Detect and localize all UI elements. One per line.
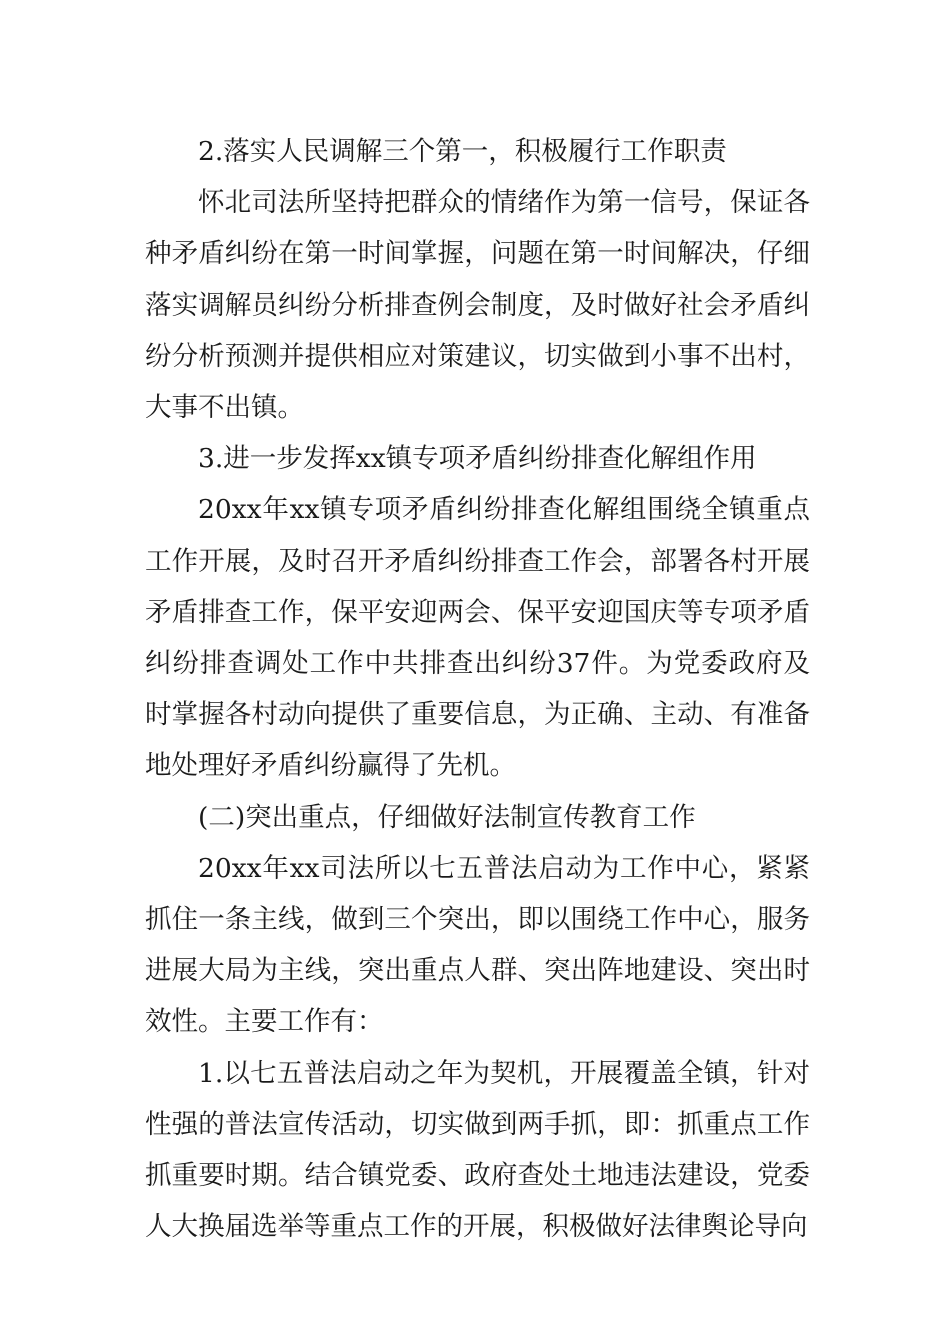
section-heading-mediation-first: 2.落实人民调解三个第一，积极履行工作职责 — [198, 136, 727, 167]
paragraph-seventh-five-year-plan: 20xx年xx司法所以七五普法启动为工作中心，紧紧抓住一条主线，做到三个突出，即以围绕工作中心，服务进展大局为主线，突出重点人群、突出阵地建设、突出时效性。主要工作有： — [145, 852, 810, 1038]
paragraph-legal-publicity-activities: 1.以七五普法启动之年为契机，开展覆盖全镇，针对性强的普法宣传活动，切实做到两手抓，即：抓重点工作抓重要时期。结合镇党委、政府查处土地违法建设，党委人大换届选举等重点工作的开展，积极做好法律舆论导向 — [145, 1057, 810, 1243]
section-heading-dispute-group: 3.进一步发挥xx镇专项矛盾纠纷排查化解组作用 — [198, 443, 757, 475]
paragraph-huaibei-judicial-office: 怀北司法所坚持把群众的情绪作为第一信号，保证各种矛盾纠纷在第一时间掌握，问题在第一时间解决，仔细落实调解员纠纷分析排查例会制度，及时做好社会矛盾纠纷分析预测并提供相应对策建议，切实做到小事不出村，大事不出镇。 — [145, 187, 810, 424]
document-body — [145, 126, 810, 1252]
paragraph-dispute-investigation: 20xx年xx镇专项矛盾纠纷排查化解组围绕全镇重点工作开展，及时召开矛盾纠纷排查工作会，部署各村开展矛盾排查工作，保平安迎两会、保平安迎国庆等专项矛盾纠纷排查调处工作中共排查出纠纷37件。为党委政府及时掌握各村动向提供了重要信息，为正确、主动、有准备地处理好矛盾纠纷赢得了先机。 — [145, 494, 810, 782]
section-heading-legal-education: (二)突出重点，仔细做好法制宣传教育工作 — [198, 801, 696, 833]
